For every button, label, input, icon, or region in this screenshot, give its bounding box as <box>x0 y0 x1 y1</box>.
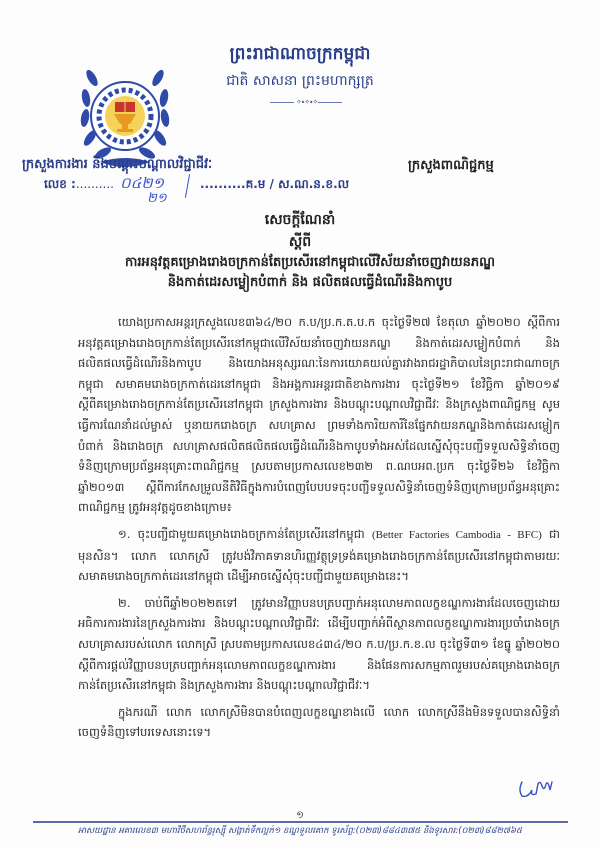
issuing-ministry-commerce: ក្រសួងពាណិជ្ជកម្ម <box>408 158 494 173</box>
handwritten-reference-number: ០៤២១ <box>120 174 164 192</box>
footer-divider <box>33 821 568 823</box>
page-number: ១ <box>296 810 304 821</box>
header-divider-ornament: ✧∙✧∙✧ <box>270 98 342 106</box>
signature-initials-icon <box>516 776 556 800</box>
document-body <box>78 312 560 749</box>
footer-address: អាសយដ្ឋាន អគារលេខ៣ មហាវិថីសហព័ន្ធរុស្ស៊ី សង្កាត់ទឹកល្អក់១ ខណ្ឌទួលគោក ទូរស័ព្ទ:(០២៣)៨៨៤៣៧៥ និងទូរសារ:(០២៣)៨៨២៧៦៥ <box>77 826 523 836</box>
kingdom-heading: ព្រះរាជាណាចក្រកម្ពុជា <box>229 44 371 64</box>
reference-number-label: លេខ :.......... <box>44 177 114 191</box>
handwritten-reference-year: ២១ <box>147 191 167 206</box>
handwritten-slash <box>185 174 190 198</box>
body-closing: ក្នុងករណី លោក លោកស្រីមិនបានបំពេញលក្ខខណ្ឌខាងលើ លោក លោកស្រីនឹងមិនទទួលបានសិទ្ធិនាំចេញទំនិញទៅបរទេសនោះទេ។ <box>78 704 560 740</box>
body-item-1: ១. ចុះបញ្ជីជាមួយគម្រោងរោងចក្រកាន់តែប្រសើរនៅកម្ពុជា (Better Factories Cambodia - BFC) ជាមុនសិន។ លោក លោកស្រី ត្រូវបង់វិភាគទានហិរញ្ញវត្ថុទ្រទ្រង់គម្រោងរោងចក្រកាន់តែប្រសើរនៅកម្ពុជាតាមរយៈសមាគមរោងចក្រកាត់ដេរនៅកម្ពុជា ដើម្បីអាចស្នើសុំចុះបញ្ជីជាមួយគម្រោងនេះ។ <box>78 526 560 584</box>
document-type-title: សេចក្តីណែនាំ <box>264 212 336 228</box>
reference-code: ..........គ.ម / ស.ណ.ន.ខ.ល <box>200 177 350 191</box>
issuing-ministry-labour: ក្រសួងការងារ និងបណ្តុះបណ្តាលវិជ្ជាជីវៈ <box>22 157 213 172</box>
body-paragraph-reference: យោងប្រកាសអន្តរក្រសួងលេខ៣៦៤/២០ ក.ប/ប្រ.ក.ត.ប.ក ចុះថ្ងៃទី២៧ ខែតុលា ឆ្នាំ២០២០ ស្តីពីការអនុវត្តគម្រោងរោងចក្រកាន់តែប្រសើរនៅកម្ពុជាលើវិស័យនាំចេញវាយនភណ្ឌ និងកាត់ដេរសម្លៀកបំពាក់ និងផលិតផលធ្វើដំណើរនិងកាបូប និងយោងអនុស្សរណៈនៃការយោគយល់គ្នារវាងរាជរដ្ឋាភិបាលនៃព្រះរាជាណាចក្រកម្ពុជា សមាគមរោងចក្រកាត់ដេរនៅកម្ពុជា និងអង្គការអន្តរជាតិខាងការងារ ចុះថ្ងៃទី២១ ខែវិច្ឆិកា ឆ្នាំ២០១៩ ស្តីពីគម្រោងរោងចក្រកាន់តែប្រសើរនៅកម្ពុជា ក្រសួងការងារ និងបណ្តុះបណ្តាលវិជ្ជាជីវៈ និងក្រសួងពាណិជ្ជកម្ម សូមធ្វើការណែនាំដល់ម្ចាស់ ឬនាយករោងចក្រ សហគ្រាស ព្រមទាំងការិយការីនៃផ្នែកវាយនភណ្ឌនិងកាត់ដេរសម្លៀកបំពាក់ និងរោងចក្រ សហគ្រាសផលិតផលិតផលធ្វើដំណើរនិងកាបូបទាំងអស់ដែលស្នើសុំចុះបញ្ជីទទួលសិទ្ធិនាំចេញទំនិញក្រោមប្រព័ន្ធអនុគ្រោះពាណិជ្ជកម្ម ស្របតាមប្រកាសលេខ២៣២ ព.ណបអព.ប្រក ចុះថ្ងៃទី២៦ ខែវិច្ឆិកា ឆ្នាំ២០១៣ ស្តីពីការកែសម្រួលនីតិវិធីក្នុងការបំពេញបែបបទចុះបញ្ជីទទួលសិទ្ធិនាំចេញទំនិញក្រោមប្រព័ន្ធអនុគ្រោះពាណិជ្ជកម្ម ត្រូវអនុវត្តដូចខាងក្រោម៖ <box>78 315 560 515</box>
national-motto: ជាតិ សាសនា ព្រះមហាក្សត្រ <box>226 73 374 89</box>
body-item-2: ២. ចាប់ពីឆ្នាំ២០២២តទៅ ត្រូវមានវិញ្ញាបនបត្របញ្ជាក់អនុលោមភាពលក្ខខណ្ឌការងារដែលចេញដោយអធិការការងារនៃក្រសួងការងារ និងបណ្តុះបណ្តាលវិជ្ជាជីវៈ ដើម្បីបញ្ជាក់អំពីស្ថានភាពលក្ខខណ្ឌការងារប្រចាំរោងចក្រ សហគ្រាសរបស់លោក លោកស្រី ស្របតាមប្រកាសលេខ៤៣៤/២០ ក.ប/ប្រ.ក.ខ.ល ចុះថ្ងៃទី៣១ ខែធ្នូ ឆ្នាំ២០២០ ស្តីពីការផ្តល់វិញ្ញាបនបត្របញ្ជាក់អនុលោមភាពលក្ខខណ្ឌការងារ និងផែនការសកម្មភាពរួមរបស់គម្រោងរោងចក្រកាន់តែប្រសើរនៅកម្ពុជា និងក្រសួងការងារ និងបណ្តុះបណ្តាលវិជ្ជាជីវៈ។ <box>78 595 560 693</box>
document-subject: ការអនុវត្តគម្រោងរោងចក្រកាន់តែប្រសើរនៅកម្ពុជាលើវិស័យនាំចេញវាយនភណ្ឌ និងកាត់ដេរសម្លៀកបំពាក់ និង ផលិតផលធ្វើដំណើរនិងកាបូប <box>125 255 495 290</box>
document-regarding: ស្តីពី <box>288 234 312 250</box>
